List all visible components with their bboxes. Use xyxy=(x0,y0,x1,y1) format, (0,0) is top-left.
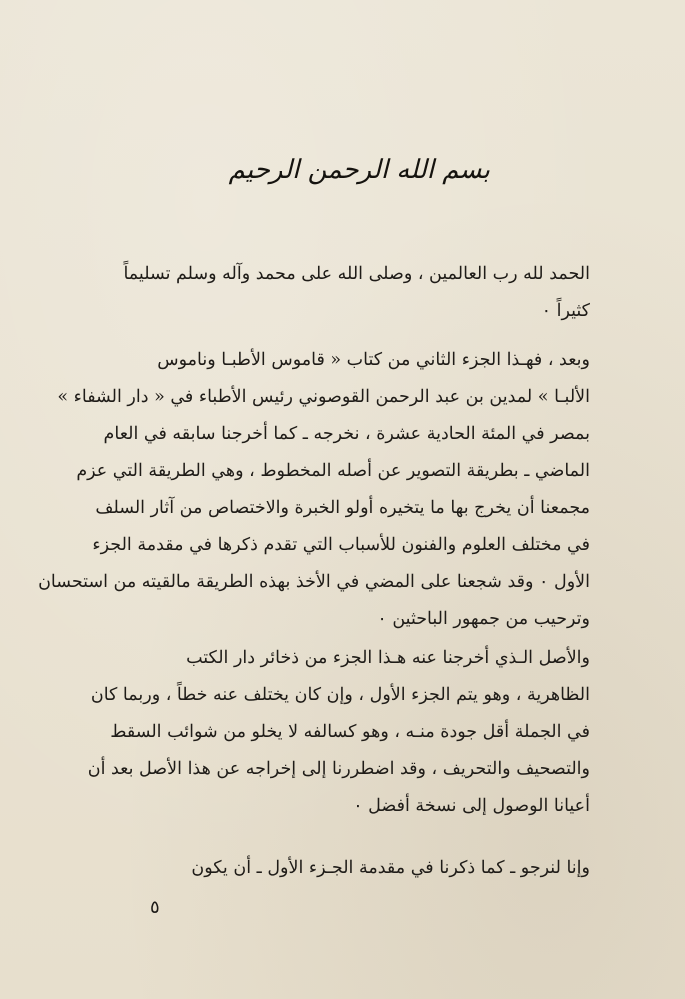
text-line: الظاهرية ، وهو يتم الجزء الأول ، وإن كان يختلف عنه خطاً ، وربما كان xyxy=(90,685,590,705)
text-line: في الجملة أقل جودة منـه ، وهو كسالفه لا يخلو من شوائب السقط xyxy=(110,722,590,742)
text-line: كثيراً ٠ xyxy=(541,301,590,321)
text-line: الأول ٠ وقد شجعنا على المضي في الأخذ بهذه الطريقة مالقيته من استحسان xyxy=(38,572,590,592)
paragraph-praise xyxy=(123,256,590,330)
text-line: وإنا لنرجو ـ كما ذكرنا في مقدمة الجـزء الأول ـ أن يكون xyxy=(191,858,590,878)
text-line: الحمد لله رب العالمين ، وصلى الله على محمد وآله وسلم تسليماً xyxy=(123,264,590,284)
page-number: ٥ xyxy=(150,897,160,918)
paragraph-manuscript-source xyxy=(87,640,590,825)
text-line: الماضي ـ بطريقة التصوير عن أصله المخطوط ، وهي الطريقة التي عزم xyxy=(76,461,590,481)
text-line: أعيانا الوصول إلى نسخة أفضل ٠ xyxy=(353,796,590,816)
text-line: وترحيب من جمهور الباحثين ٠ xyxy=(377,609,590,629)
text-line: في مختلف العلوم والفنون للأسباب التي تقدم ذكرها في مقدمة الجزء xyxy=(92,535,590,555)
text-line: والتصحيف والتحريف ، وقد اضطررنا إلى إخراجه عن هذا الأصل بعد أن xyxy=(87,759,590,779)
text-line: مجمعنا أن يخرج بها ما يتخيره أولو الخبرة والاختصاص من آثار السلف xyxy=(95,498,590,518)
text-line: الألبـا » لمدين بن عبد الرحمن القوصوني رئيس الأطباء في « دار الشفاء » xyxy=(57,387,590,407)
text-line: بمصر في المئة الحادية عشرة ، نخرجه ـ كما أخرجنا سابقه في العام xyxy=(103,424,590,444)
text-line: والأصل الـذي أخرجنا عنه هـذا الجزء من ذخائر دار الكتب xyxy=(186,648,590,668)
basmala-heading: بسم الله الرحمن الرحيم xyxy=(228,155,490,185)
text-line: وبعد ، فهـذا الجزء الثاني من كتاب « قاموس الأطبـا وناموس xyxy=(157,350,590,370)
paragraph-introduction xyxy=(38,342,590,638)
paragraph-closing xyxy=(160,850,590,887)
